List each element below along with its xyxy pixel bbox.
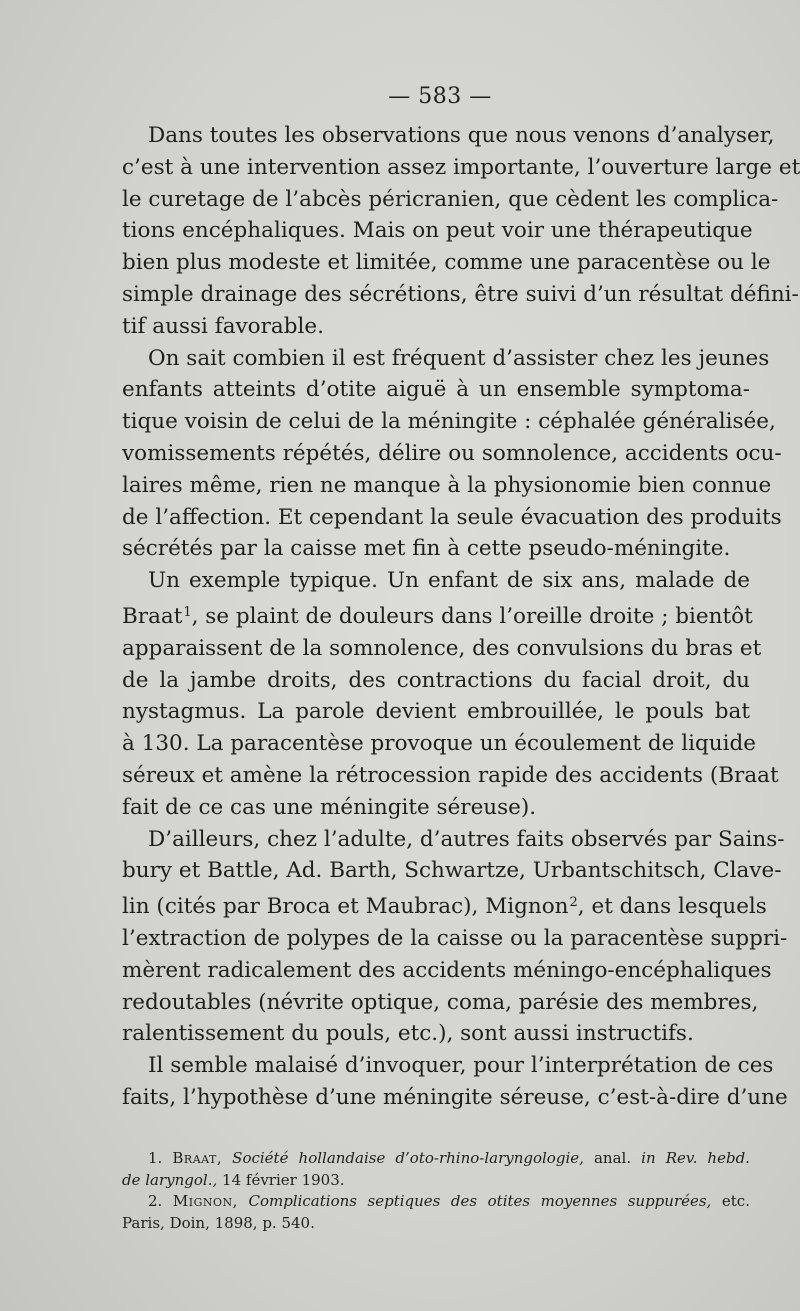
footnotes <box>122 1148 750 1234</box>
text-line: redoutables (névrite optique, coma, parésie des membres, <box>122 989 759 1015</box>
text-line: tique voisin de celui de la méningite : céphalée généralisée, <box>122 409 776 435</box>
text-line: sécrétés par la caisse met fin à cette pseudo-méningite. <box>122 536 731 562</box>
text-line: enfants atteints d’otite aiguë à un ensemble symptoma- <box>122 377 750 403</box>
text-line: tions encéphaliques. Mais on peut voir une thérapeutique <box>122 218 753 244</box>
footnote-1 <box>122 1148 750 1170</box>
text-line: simple drainage des sécrétions, être suivi d’un résultat défini- <box>122 281 799 307</box>
text-line: séreux et amène la rétrocession rapide des accidents (Braat <box>122 762 779 788</box>
footnote-ref-2[interactable]: 2 <box>569 895 578 911</box>
footnote-author: Mignon, <box>172 1192 238 1210</box>
paragraph-2 <box>122 343 782 566</box>
text-fragment: , se plaint de douleurs dans l’oreille droite ; bientôt <box>191 603 753 629</box>
footnote-title: Société hollandaise d’oto-rhino-laryngologie, <box>232 1149 584 1167</box>
footnote-journal: de laryngol., <box>122 1170 218 1189</box>
text-line: mèrent radicalement des accidents méningo-encéphaliques <box>122 957 772 983</box>
text-line: ralentissement du pouls, etc.), sont aussi instructifs. <box>122 1021 694 1047</box>
text-line: Il semble malaisé d’invoquer, pour l’interprétation de ces <box>148 1053 774 1079</box>
text-line <box>122 597 753 633</box>
text-line: Dans toutes les observations que nous venons d’analyser, <box>148 123 775 148</box>
page-number: — 583 — <box>388 84 492 109</box>
footnote-ref-1[interactable]: 1 <box>183 604 192 620</box>
footnote-text: in <box>641 1149 656 1167</box>
footnote-1-cont <box>122 1170 750 1192</box>
text-line: de la jambe droits, des contractions du facial droit, du <box>122 667 750 693</box>
text-fragment: lin (cités par Broca et Maubrac), Mignon <box>122 894 569 920</box>
footnote-number: 1. <box>148 1149 163 1167</box>
paragraph-5 <box>122 1050 788 1114</box>
text-line: le curetage de l’abcès péricranien, que cèdent les complica- <box>122 186 779 212</box>
footnote-text: etc. <box>721 1192 750 1210</box>
footnote-2-cont: Paris, Doin, 1898, p. 540. <box>122 1213 315 1232</box>
text-line: bury et Battle, Ad. Barth, Schwartze, Urbantschitsch, Clave- <box>122 858 782 884</box>
text-line: faits, l’hypothèse d’une méningite séreuse, c’est-à-dire d’une <box>122 1084 788 1110</box>
text-line: bien plus modeste et limitée, comme une paracentèse ou le <box>122 250 771 276</box>
text-fragment: , et dans lesquels <box>577 894 767 920</box>
text-line: tif aussi favorable. <box>122 313 324 339</box>
text-line: fait de ce cas une méningite séreuse). <box>122 794 537 820</box>
footnote-title: Complications septiques des otites moyennes suppurées, <box>248 1192 712 1210</box>
paragraph-3 <box>122 565 779 823</box>
text-line: de l’affection. Et cependant la seule évacuation des produits <box>122 504 782 530</box>
text-line: On sait combien il est fréquent d’assister chez les jeunes <box>148 345 770 371</box>
text-line: l’extraction de polypes de la caisse ou la paracentèse suppri- <box>122 925 788 951</box>
footnote-2 <box>122 1191 750 1213</box>
paragraph-1 <box>122 120 800 343</box>
text-line: à 130. La paracentèse provoque un écoulement de liquide <box>122 731 756 757</box>
text-line: apparaissent de la somnolence, des convulsions du bras et <box>122 635 762 661</box>
footnote-number: 2. <box>148 1192 163 1210</box>
text-line: D’ailleurs, chez l’adulte, d’autres faits observés par Sains- <box>148 826 785 852</box>
footnote-author: Braat, <box>172 1149 223 1167</box>
text-line: vomissements répétés, délire ou somnolence, accidents ocu- <box>122 440 782 466</box>
text-fragment: Braat <box>122 603 183 629</box>
footnote-date: 14 février 1903. <box>222 1170 345 1189</box>
paragraph-4 <box>122 824 788 1051</box>
text-line: Un exemple typique. Un enfant de six ans, malade de <box>148 568 750 594</box>
text-line <box>122 887 767 923</box>
text-line: laires même, rien ne manque à la physionomie bien connue <box>122 472 772 498</box>
text-line: c’est à une intervention assez importante, l’ouverture large et <box>122 154 800 180</box>
footnote-text: anal. <box>593 1149 632 1167</box>
body-text <box>122 120 800 1114</box>
text-line: nystagmus. La parole devient embrouillée, le pouls bat <box>122 699 750 725</box>
footnote-journal: Rev. hebd. <box>665 1149 750 1167</box>
